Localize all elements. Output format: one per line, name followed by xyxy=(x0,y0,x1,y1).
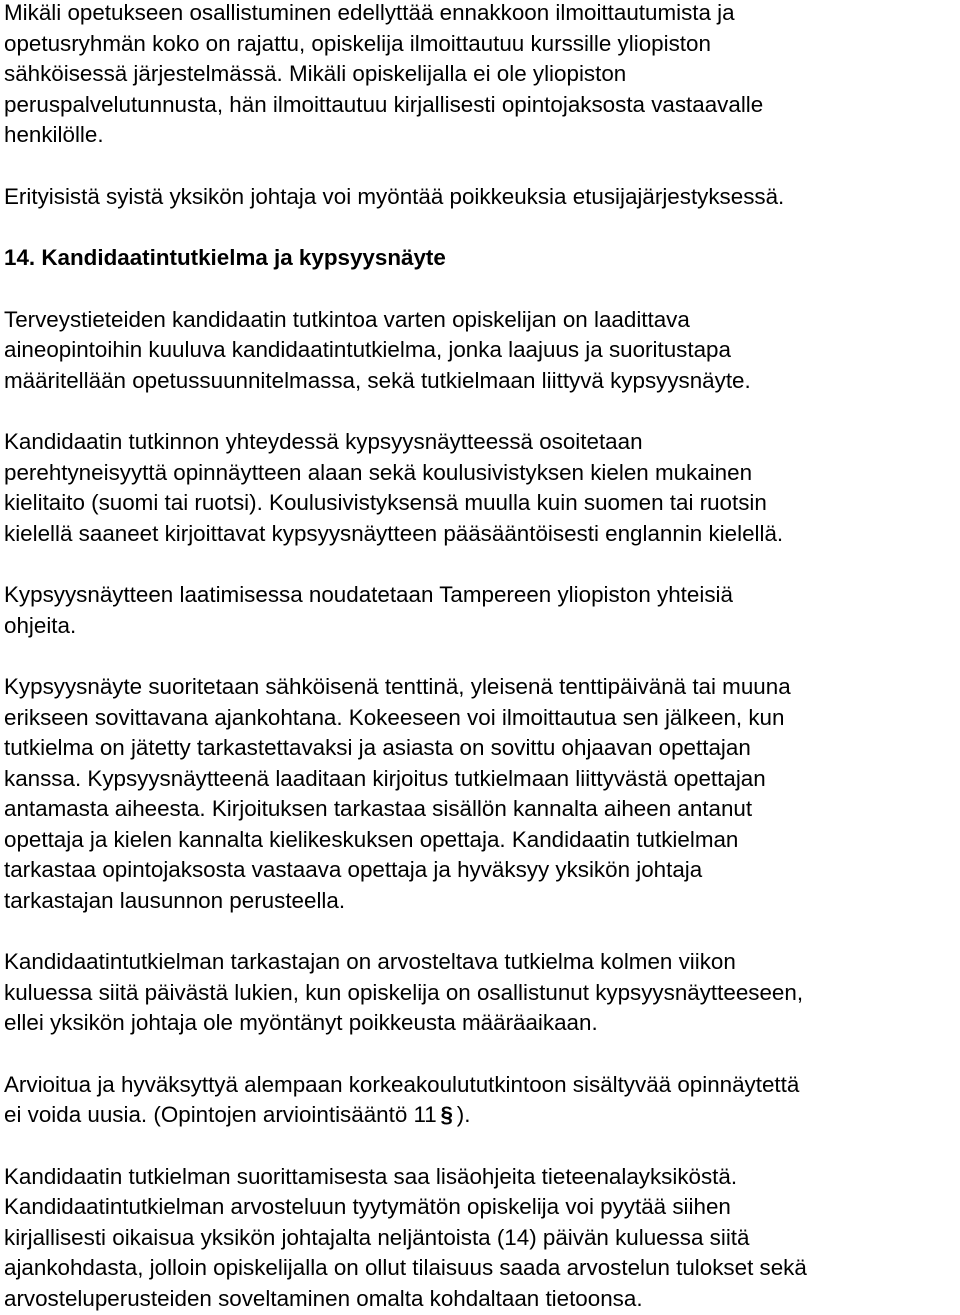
text-line: Kandidaatintutkielman tarkastajan on arvosteltava tutkielma kolmen viikon xyxy=(4,949,736,974)
text-line: tutkielma on jätetty tarkastettavaksi ja asiasta on sovittu ohjaavan opettajan xyxy=(4,735,751,760)
paragraph-grading-deadline xyxy=(4,947,956,1039)
text-line xyxy=(4,1100,956,1131)
text-line: kielellä saaneet kirjoittavat kypsyysnäytteen pääsääntöisesti englannin kielellä. xyxy=(4,520,784,546)
text-fragment: ei voida uusia. (Opintojen arviointisääntö 11 xyxy=(4,1102,437,1127)
section-number: 14. xyxy=(4,245,36,270)
text-line: Erityisistä syistä yksikön johtaja voi myöntää poikkeuksia etusijajärjestyksessä. xyxy=(4,183,785,209)
text-line: kirjallisesti oikaisua yksikön johtajalta neljäntoista (14) päivän kuluessa siitä xyxy=(4,1224,750,1250)
text-line: ajankohdasta, jolloin opiskelijalla on ollut tilaisuus saada arvostelun tulokset sekä xyxy=(4,1255,807,1280)
text-line: Arvioitua ja hyväksyttyä alempaan korkeakoulututkintoon sisältyvää opinnäytettä xyxy=(4,1071,800,1097)
text-line: peruspalvelutunnusta, hän ilmoittautuu kirjallisesti opintojaksosta vastaavalle xyxy=(4,91,764,117)
text-line: aineopintoihin kuuluva kandidaatintutkielma, jonka laajuus ja suoritustapa xyxy=(4,337,731,362)
text-line: perehtyneisyyttä opinnäytteen alaan sekä koulusivistyksen kielen mukainen xyxy=(4,459,753,485)
text-line: kielitaito (suomi tai ruotsi). Koulusivistyksensä muulla kuin suomen tai ruotsin xyxy=(4,490,767,515)
text-line: ellei yksikön johtaja ole myöntänyt poikkeusta määräaikaan. xyxy=(4,1010,598,1035)
text-line: Kandidaatintutkielman arvosteluun tyytymätön opiskelija voi pyytää siihen xyxy=(4,1194,731,1219)
document-page xyxy=(4,0,956,1314)
text-line: henkilölle. xyxy=(4,122,104,147)
text-line: Kypsyysnäyte suoritetaan sähköisenä tenttinä, yleisenä tenttipäivänä tai muuna xyxy=(4,674,791,699)
text-line: erikseen sovittavana ajankohtana. Kokeeseen voi ilmoittautua sen jälkeen, kun xyxy=(4,704,785,730)
text-line: opetusryhmän koko on rajattu, opiskelija ilmoittautuu kurssille yliopiston xyxy=(4,30,711,56)
text-line: sähköisessä järjestelmässä. Mikäli opiskelijalla ei ole yliopiston xyxy=(4,61,627,86)
text-line: ohjeita. xyxy=(4,612,77,638)
text-line: antamasta aiheesta. Kirjoituksen tarkastaa sisällön kannalta aiheen antanut xyxy=(4,796,753,821)
paragraph-no-resubmission xyxy=(4,1070,956,1131)
text-line: tarkastaa opintojaksosta vastaava opettaja ja hyväksyy yksikön johtaja xyxy=(4,857,703,882)
text-line: Terveystieteiden kandidaatin tutkintoa varten opiskelijan on laadittava xyxy=(4,306,690,332)
text-line: määritellään opetussuunnitelmassa, sekä tutkielmaan liittyvä kypsyysnäyte. xyxy=(4,367,751,393)
text-line: arvosteluperusteiden soveltaminen omalta kohdaltaan tietoonsa. xyxy=(4,1285,643,1311)
paragraph-exceptions xyxy=(4,182,956,213)
section-sign: § xyxy=(440,1102,453,1127)
text-line: Kypsyysnäytteen laatimisessa noudatetaan Tampereen yliopiston yhteisiä xyxy=(4,582,733,607)
text-line: Mikäli opetukseen osallistuminen edellyttää ennakkoon ilmoittautumista ja xyxy=(4,0,735,25)
text-line: tarkastajan lausunnon perusteella. xyxy=(4,887,346,913)
text-line: Kandidaatin tutkielman suorittamisesta saa lisäohjeita tieteenalayksiköstä. xyxy=(4,1163,738,1189)
paragraph-appeal xyxy=(4,1162,956,1315)
section-title: Kandidaatintutkielma ja kypsyysnäyte xyxy=(41,245,446,270)
paragraph-thesis-requirement xyxy=(4,305,956,397)
text-fragment: ). xyxy=(456,1102,471,1127)
text-line: kanssa. Kypsyysnäytteenä laaditaan kirjoitus tutkielmaan liittyvästä opettajan xyxy=(4,765,766,791)
paragraph-registration xyxy=(4,0,956,151)
text-line: opettaja ja kielen kannalta kielikeskuksen opettaja. Kandidaatin tutkielman xyxy=(4,826,739,852)
paragraph-maturity-test-language xyxy=(4,427,956,549)
section-heading xyxy=(4,243,956,274)
paragraph-exam-procedure xyxy=(4,672,956,916)
paragraph-instructions xyxy=(4,580,956,641)
text-line: kuluessa siitä päivästä lukien, kun opiskelija on osallistunut kypsyysnäytteeseen, xyxy=(4,979,804,1005)
text-line: Kandidaatin tutkinnon yhteydessä kypsyysnäytteessä osoitetaan xyxy=(4,429,643,454)
